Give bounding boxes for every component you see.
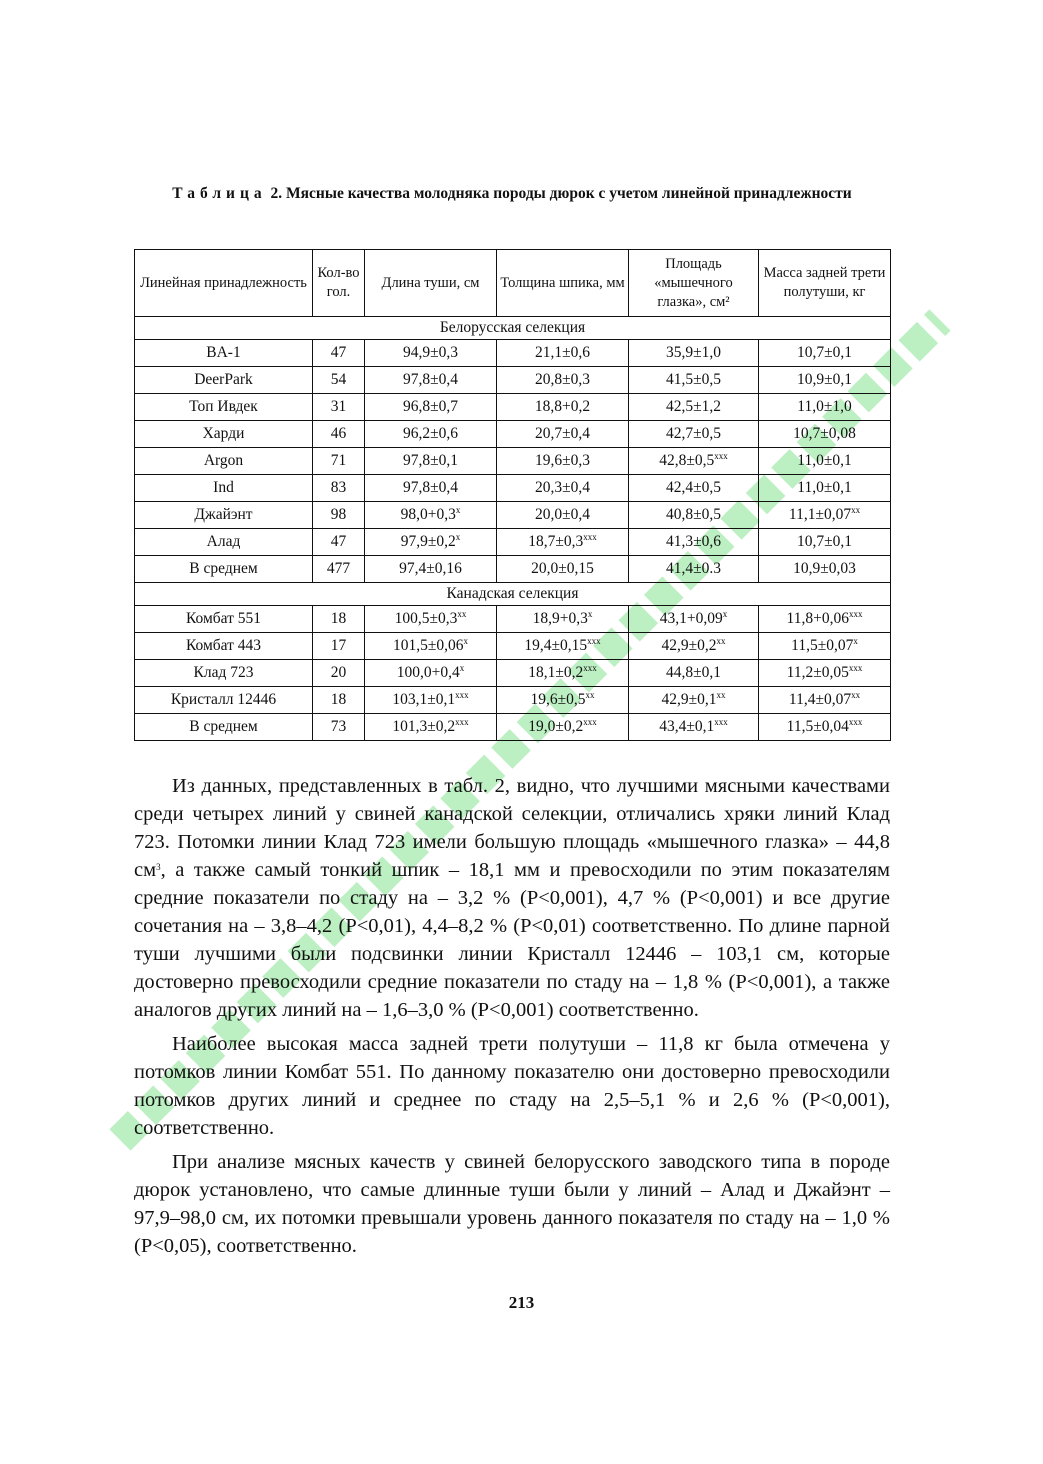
- significance-mark: хх: [457, 609, 467, 619]
- cell-length: 94,9±0,3: [365, 340, 497, 367]
- cell-length: $101,5\pm 0,06^х$: [365, 633, 497, 660]
- table-row: [135, 475, 891, 502]
- cell-line: BA-1: [135, 340, 313, 367]
- cell-line: Кристалл 12446: [135, 687, 313, 714]
- significance-mark: х: [722, 609, 728, 619]
- cell-count: 54: [313, 367, 365, 394]
- cell-line: Клад 723: [135, 660, 313, 687]
- cell-line: Топ Ивдек: [135, 394, 313, 421]
- cell-length: $101,3\pm 0,2^{ххх}$: [365, 714, 497, 741]
- cell-mass: 10,9±0,03: [759, 556, 891, 583]
- cell-fat: 20,3±0,4: [497, 475, 629, 502]
- cell-fat: $18,1\pm 0,2^{ххх}$: [497, 660, 629, 687]
- significance-mark: ххх: [583, 663, 597, 673]
- table-caption: [134, 184, 890, 204]
- cell-fat: $18,9+0,3^х$: [497, 606, 629, 633]
- significance-mark: ххх: [587, 636, 601, 646]
- cell-line: Джайэнт: [135, 502, 313, 529]
- cell-count: 71: [313, 448, 365, 475]
- significance-mark: х: [853, 636, 858, 646]
- cell-line: Комбат 443: [135, 633, 313, 660]
- table-row: [135, 340, 891, 367]
- cell-mass: $11,5\pm 0,07^х$: [759, 633, 891, 660]
- cell-length: $100,0+0,4^х$: [365, 660, 497, 687]
- data-table: [134, 249, 891, 741]
- cell-count: 47: [313, 340, 365, 367]
- table-row: [135, 529, 891, 556]
- cell-fat: $18,7\pm 0,3^{ххх}$: [497, 529, 629, 556]
- table-header-row: [135, 250, 891, 317]
- significance-mark: х: [463, 636, 468, 646]
- cell-mass: $11,4\pm 0,07^{хх}$: [759, 687, 891, 714]
- cell-fat: 18,8+0,2: [497, 394, 629, 421]
- header-length: Длина туши, см: [365, 250, 497, 317]
- section-row: [135, 317, 891, 340]
- cell-fat: 21,1±0,6: [497, 340, 629, 367]
- cell-count: 83: [313, 475, 365, 502]
- significance-mark: ххх: [848, 609, 863, 619]
- cell-mass: $11,2\pm 0,05^{ххх}$: [759, 660, 891, 687]
- cell-area: $42,9\pm 0,1^{хх}$: [629, 687, 759, 714]
- cell-area: 41,3±0,6: [629, 529, 759, 556]
- table-row: [135, 394, 891, 421]
- cell-fat: $19,0\pm 0,2^{ххх}$: [497, 714, 629, 741]
- significance-mark: ххх: [714, 717, 728, 727]
- cell-count: 477: [313, 556, 365, 583]
- paragraph: Из данных, представленных в табл. 2, видно, что лучшими мясными качествами среди четырех линий у свиней канадской селекции, отличались хряки линий Клад 723. Потомки линии Клад 723 имели большую площадь «мышечного глазка» – 44,8 $см^3$, а также самый тонкий шпик – 18,1 мм и превосходили по этим показателям средние показатели по стаду на – 3,2 % (P<0,001), 4,7 % (P<0,001) и все другие сочетания на – 3,8–4,2 (P<0,01), 4,4–8,2 % (P<0,01) соответственно. По длине парной туши лучшими были подсвинки линии Кристалл 12446 – 103,1 см, которые достоверно превосходили средние показатели по стаду на – 1,8 % (P<0,001), а также аналогов других линий на – 1,6–3,0 % (P<0,001) соответственно.: [134, 775, 890, 1021]
- cell-mass: 10,7±0,1: [759, 340, 891, 367]
- cell-fat: $19,6\pm 0,5^{хх}$: [497, 687, 629, 714]
- cell-count: 17: [313, 633, 365, 660]
- significance-mark: х: [587, 609, 593, 619]
- cell-mass: 11,0±1,0: [759, 394, 891, 421]
- significance-mark: хх: [716, 690, 726, 700]
- section-title: Канадская селекция: [135, 583, 891, 606]
- cell-line: DeerPark: [135, 367, 313, 394]
- cell-line: Комбат 551: [135, 606, 313, 633]
- significance-mark: ххх: [455, 717, 469, 727]
- cell-count: 98: [313, 502, 365, 529]
- cell-line: В среднем: [135, 556, 313, 583]
- cell-mass: 10,7±0,08: [759, 421, 891, 448]
- cell-count: 31: [313, 394, 365, 421]
- cell-area: 41,4±0.3: [629, 556, 759, 583]
- header-line: Линейная принадлежность: [135, 250, 313, 317]
- cell-mass: $11,8+0,06^{ххх}$: [759, 606, 891, 633]
- significance-mark: х: [455, 505, 461, 515]
- table-row: [135, 606, 891, 633]
- cell-length: 97,8±0,4: [365, 367, 497, 394]
- table-body: [135, 317, 891, 741]
- significance-mark: хх: [851, 505, 861, 515]
- table-row: [135, 367, 891, 394]
- paragraph: При анализе мясных качеств у свиней белорусского заводского типа в породе дюрок установлено, что самые длинные туши были у линий – Алад и Джайэнт – 97,9–98,0 см, их потомки превышали уровень данного показателя по стаду на – 1,0 % (P<0,05), соответственно.: [134, 1151, 890, 1257]
- cell-line: Алад: [135, 529, 313, 556]
- cell-area: $42,8\pm 0,5^{ххх}$: [629, 448, 759, 475]
- significance-mark: хх: [851, 690, 861, 700]
- significance-mark: ххх: [848, 663, 863, 673]
- cell-length: 97,4±0,16: [365, 556, 497, 583]
- cell-area: $43,1+0,09^х$: [629, 606, 759, 633]
- cell-area: 42,4±0,5: [629, 475, 759, 502]
- cell-length: $103,1\pm 0,1^{ххх}$: [365, 687, 497, 714]
- table-row: [135, 633, 891, 660]
- section-row: [135, 583, 891, 606]
- significance-mark: ххх: [455, 690, 469, 700]
- cell-length: 96,2±0,6: [365, 421, 497, 448]
- header-fat: Толщина шпика, мм: [497, 250, 629, 317]
- cell-fat: 20,0±0,15: [497, 556, 629, 583]
- significance-mark: ххх: [714, 451, 728, 461]
- header-area: Площадь «мышечного глазка», см²: [629, 250, 759, 317]
- cell-line: Харди: [135, 421, 313, 448]
- significance-mark: х: [459, 663, 465, 673]
- table-row: [135, 502, 891, 529]
- significance-mark: ххх: [848, 717, 863, 727]
- cell-mass: 10,7±0,1: [759, 529, 891, 556]
- table-row: [135, 448, 891, 475]
- cell-line: Ind: [135, 475, 313, 502]
- cell-fat: 20,8±0,3: [497, 367, 629, 394]
- cell-count: 47: [313, 529, 365, 556]
- cell-area: 40,8±0,5: [629, 502, 759, 529]
- cell-line: Argon: [135, 448, 313, 475]
- cell-count: 20: [313, 660, 365, 687]
- section-title: Белорусская селекция: [135, 317, 891, 340]
- cell-count: 46: [313, 421, 365, 448]
- cell-area: $43,4\pm 0,1^{ххх}$: [629, 714, 759, 741]
- cell-area: 41,5±0,5: [629, 367, 759, 394]
- body-text: [134, 772, 890, 1266]
- cell-length: 97,8±0,1: [365, 448, 497, 475]
- cell-length: $97,9\pm 0,2^х$: [365, 529, 497, 556]
- cell-area: $42,9\pm 0,2^{хх}$: [629, 633, 759, 660]
- table-label: Таблица: [172, 185, 267, 202]
- significance-mark: ххх: [583, 532, 597, 542]
- cell-area: 44,8±0,1: [629, 660, 759, 687]
- cell-count: 18: [313, 606, 365, 633]
- cell-count: 73: [313, 714, 365, 741]
- cell-line: В среднем: [135, 714, 313, 741]
- significance-mark: ххх: [583, 717, 597, 727]
- table-row: [135, 556, 891, 583]
- cell-mass: 11,0±0,1: [759, 475, 891, 502]
- table-row: [135, 660, 891, 687]
- cell-length: $98,0+0,3^х$: [365, 502, 497, 529]
- header-count: Кол-во гол.: [313, 250, 365, 317]
- cell-length: 97,8±0,4: [365, 475, 497, 502]
- cell-mass: 10,9±0,1: [759, 367, 891, 394]
- cell-area: 35,9±1,0: [629, 340, 759, 367]
- cell-mass: $11,1\pm 0,07^{хх}$: [759, 502, 891, 529]
- table-row: [135, 421, 891, 448]
- cell-fat: 20,7±0,4: [497, 421, 629, 448]
- cell-fat: $19,4\pm 0,15^{ххх}$: [497, 633, 629, 660]
- page-number: 213: [508, 1293, 535, 1312]
- table-row: [135, 687, 891, 714]
- significance-mark: хх: [585, 690, 595, 700]
- cell-length: $100,5\pm 0,3^{хх}$: [365, 606, 497, 633]
- significance-mark: х: [455, 532, 461, 542]
- cell-length: 96,8±0,7: [365, 394, 497, 421]
- cell-mass: 11,0±0,1: [759, 448, 891, 475]
- cell-area: 42,5±1,2: [629, 394, 759, 421]
- cell-area: 42,7±0,5: [629, 421, 759, 448]
- significance-mark: хх: [716, 636, 726, 646]
- cell-mass: $11,5\pm 0,04^{ххх}$: [759, 714, 891, 741]
- table-title: 2. Мясные качества молодняка породы дюрок с учетом линейной принадлежности: [270, 185, 852, 202]
- table-row: [135, 714, 891, 741]
- paragraph: Наиболее высокая масса задней трети полутуши – 11,8 кг была отмечена у потомков линии Комбат 551. По данному показателю они достоверно превосходили потомков других линий и среднее по стаду на 2,5–5,1 % и 2,6 % (P<0,001), соответственно.: [134, 1033, 890, 1139]
- header-mass: Масса задней трети полутуши, кг: [759, 250, 891, 317]
- cell-fat: 19,6±0,3: [497, 448, 629, 475]
- cell-fat: 20,0±0,4: [497, 502, 629, 529]
- cell-count: 18: [313, 687, 365, 714]
